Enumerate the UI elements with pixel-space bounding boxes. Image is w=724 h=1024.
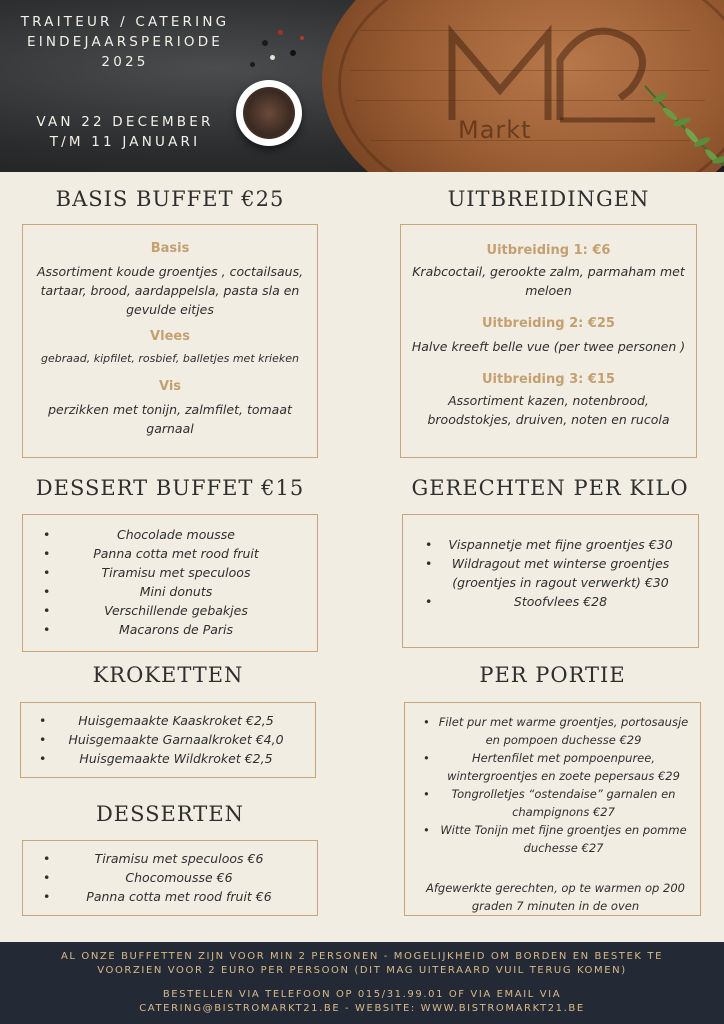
- list-item: • Huisgemaakte Kaaskroket €2,5: [51, 711, 301, 730]
- logo-text: Markt: [458, 116, 532, 144]
- peppercorn-icon: [250, 62, 255, 67]
- basis-buffet-box: [22, 224, 318, 458]
- per-kilo-title: GERECHTEN PER KILO: [411, 476, 689, 500]
- per-portie-box: [404, 702, 701, 916]
- list-item: • Witte Tonijn met fijne groentjes en pomme duchesse €27: [435, 821, 692, 857]
- list-item: • Tiramisu met speculoos €6: [55, 849, 303, 868]
- list-item: • Panna cotta met rood fruit: [55, 544, 297, 563]
- per-portie-note: Afgewerkte gerechten, op te warmen op 200 graden 7 minuten in de oven: [426, 881, 685, 913]
- list-item: • Tongrolletjes “ostendaise” garnalen en champignons €27: [435, 785, 692, 821]
- footer-line-1: AL ONZE BUFFETTEN ZIJN VOOR MIN 2 PERSONEN - MOGELIJKHEID OM BORDEN EN BESTEK TE: [60, 951, 663, 962]
- header-title: [0, 12, 250, 72]
- list-item: • Wildragout met winterse groentjes (groentjes in ragout verwerkt) €30: [437, 554, 684, 592]
- dessert-buffet-title: DESSERT BUFFET €15: [35, 476, 305, 500]
- uitbreiding-3-label: Uitbreiding 3: €15: [482, 372, 615, 387]
- per-portie-list: [435, 713, 692, 857]
- basis-buffet-title: BASIS BUFFET €25: [55, 187, 285, 211]
- peppercorn-icon: [270, 55, 275, 60]
- peppercorn-icon: [290, 50, 296, 56]
- per-kilo-box: [402, 514, 699, 648]
- per-kilo-list: [437, 535, 684, 611]
- list-item: • Filet pur met warme groentjes, portosausje en pompoen duchesse €29: [435, 713, 692, 749]
- pepper-mix-icon: [243, 87, 295, 139]
- header-line-3: 2025: [101, 54, 149, 70]
- uitbreiding-1-text: Krabcoctail, gerookte zalm, parmaham met meloen: [412, 264, 685, 298]
- header-date-2: T/M 11 JANUARI: [49, 134, 201, 150]
- uitbreiding-2-text: Halve kreeft belle vue (per twee personen ): [411, 339, 686, 354]
- list-item: • Panna cotta met rood fruit €6: [55, 887, 303, 906]
- footer: [0, 942, 724, 1024]
- list-item: • Stoofvlees €28: [437, 592, 684, 611]
- uitbreiding-2-label: Uitbreiding 2: €25: [482, 316, 615, 331]
- markt-logo-icon: [440, 20, 670, 130]
- vis-text: perzikken met tonijn, zalmfilet, tomaat garnaal: [48, 402, 292, 436]
- uitbreiding-3-text: Assortiment kazen, notenbrood, broodstokjes, druiven, noten en rucola: [427, 393, 670, 427]
- peppercorn-icon: [262, 40, 268, 46]
- desserten-list: [55, 849, 303, 906]
- header-line-1: TRAITEUR / CATERING: [20, 14, 230, 30]
- kroketten-list: [51, 711, 301, 768]
- uitbreiding-1-label: Uitbreiding 1: €6: [486, 243, 611, 258]
- vlees-label: Vlees: [150, 329, 190, 344]
- list-item: • Chocomousse €6: [55, 868, 303, 887]
- list-item: • Huisgemaakte Garnaalkroket €4,0: [51, 730, 301, 749]
- peppercorn-icon: [278, 30, 283, 35]
- basis-label: Basis: [150, 241, 190, 256]
- desserten-title: DESSERTEN: [95, 802, 245, 826]
- per-portie-title: PER PORTIE: [479, 663, 626, 687]
- header-banner: [0, 0, 724, 172]
- header-date-1: VAN 22 DECEMBER: [36, 114, 214, 130]
- desserten-box: [22, 840, 318, 916]
- basis-text: Assortiment koude groentjes , coctailsaus, tartaar, brood, aardappelsla, pasta sla en gevulde eitjes: [36, 264, 304, 317]
- herb-icon: [640, 76, 724, 172]
- list-item: • Hertenfilet met pompoenpuree, wintergroentjes en zoete pepersaus €29: [435, 749, 692, 785]
- peppercorn-icon: [300, 36, 304, 40]
- list-item: • Tiramisu met speculoos: [55, 563, 297, 582]
- list-item: • Vispannetje met fijne groentjes €30: [437, 535, 684, 554]
- vis-label: Vis: [158, 379, 182, 394]
- list-item: • Macarons de Paris: [55, 620, 297, 639]
- header-dates: [0, 112, 250, 152]
- dessert-buffet-list: [55, 525, 297, 639]
- footer-line-3: BESTELLEN VIA TELEFOON OP 015/31.99.01 OF VIA EMAIL VIA: [162, 989, 562, 1000]
- vlees-text: gebraad, kipfilet, rosbief, balletjes met krieken: [41, 352, 299, 365]
- list-item: • Mini donuts: [55, 582, 297, 601]
- list-item: • Chocolade mousse: [55, 525, 297, 544]
- footer-line-2: VOORZIEN VOOR 2 EURO PER PERSOON (DIT MAG UITERAARD VUIL TERUG KOMEN): [97, 965, 627, 976]
- kroketten-title: KROKETTEN: [92, 663, 244, 687]
- dessert-buffet-box: [22, 514, 318, 652]
- footer-line-4: CATERING@BISTROMARKT21.BE - WEBSITE: WWW.BISTROMARKT21.BE: [139, 1003, 585, 1014]
- list-item: • Huisgemaakte Wildkroket €2,5: [51, 749, 301, 768]
- header-line-2: EINDEJAARSPERIODE: [26, 34, 224, 50]
- uitbreidingen-title: UITBREIDINGEN: [447, 187, 650, 211]
- uitbreidingen-box: [400, 224, 697, 458]
- kroketten-box: [20, 702, 316, 778]
- list-item: • Verschillende gebakjes: [55, 601, 297, 620]
